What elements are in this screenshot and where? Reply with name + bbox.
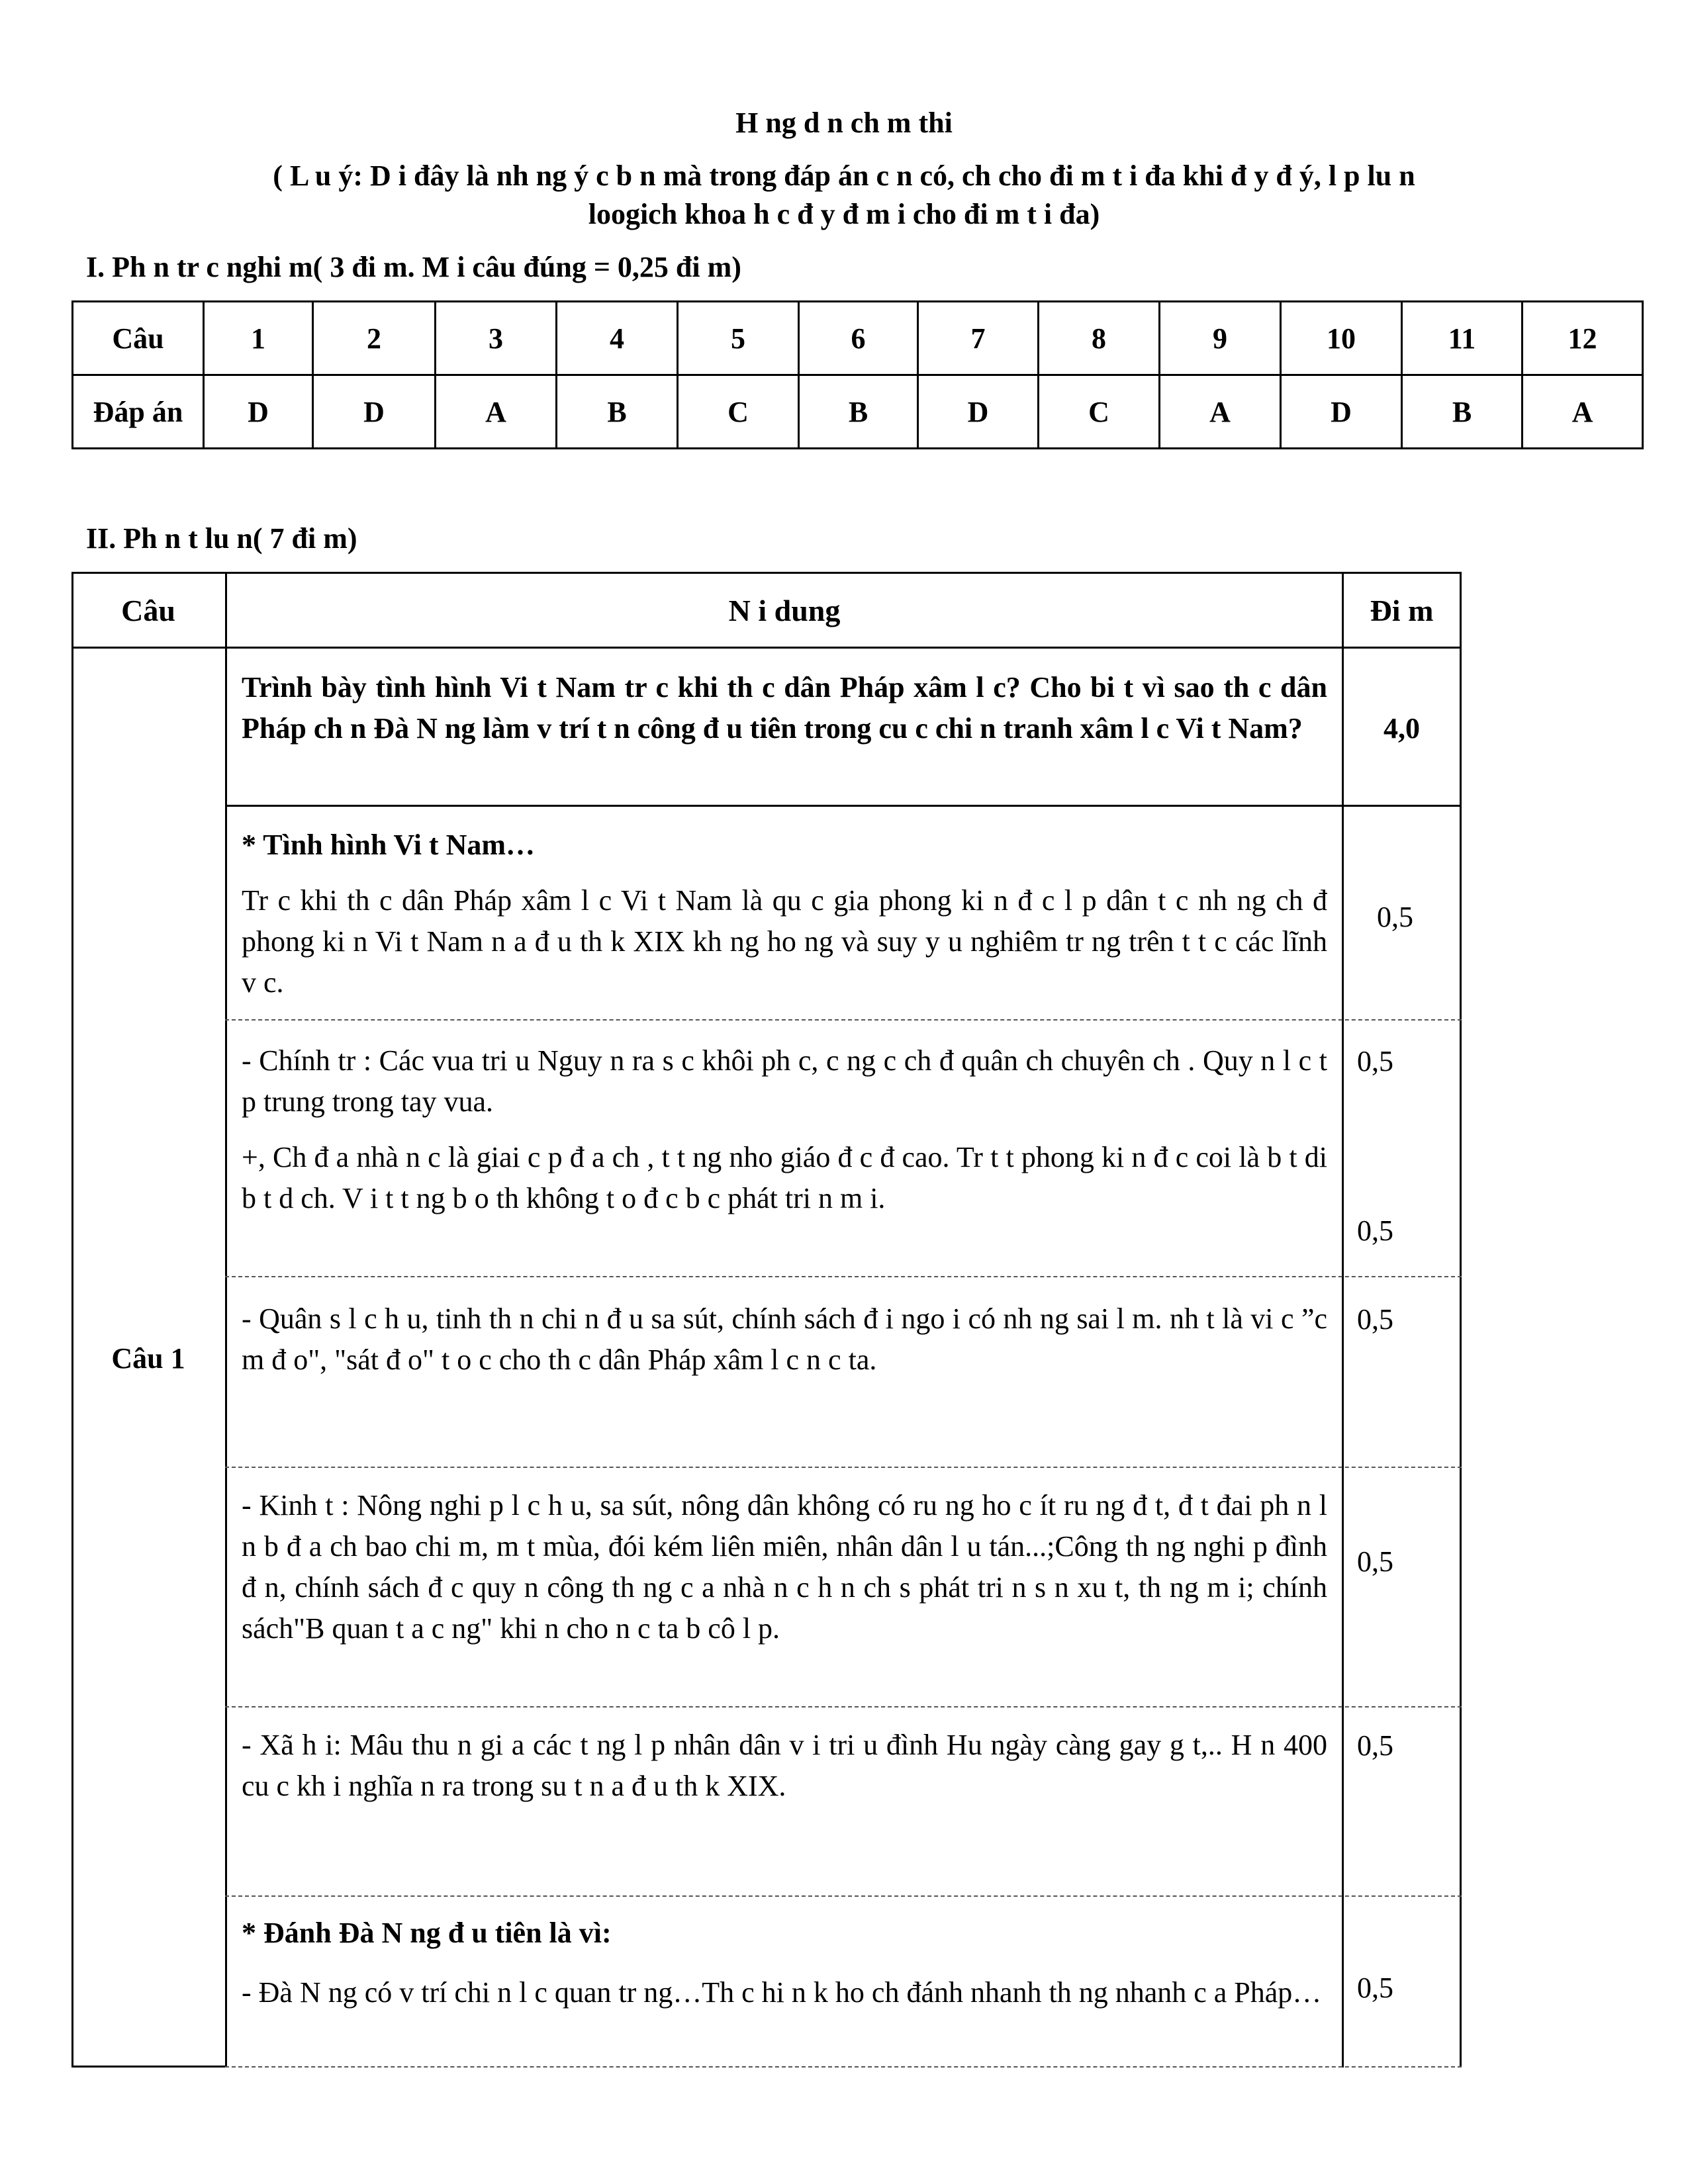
r3-text: - Quân s l c h u, tinh th n chi n đ u sa sút, chính sách đ i ngo i có nh ng sai l m. nh t là vi c ”c m đ o", "sát đ o" t o c cho th c dân Pháp xâm l c n c ta. bbox=[242, 1302, 1327, 1376]
essay-table-dashed-line bbox=[225, 1276, 1462, 1277]
essay-table-dashed-line bbox=[225, 1706, 1462, 1707]
r5-score: 0,5 bbox=[1357, 1729, 1393, 1762]
question-number: 10 bbox=[1281, 302, 1402, 375]
answer-letter: D bbox=[918, 375, 1039, 449]
answer-key-row-answers bbox=[73, 375, 1643, 449]
answer-key-row-questions bbox=[73, 302, 1643, 375]
r6-heading: * Đánh Đà N ng đ u tiên là vì: bbox=[242, 1917, 612, 1949]
question-score: 4,0 bbox=[1383, 712, 1420, 745]
col-header-noi-dung: N i dung bbox=[728, 594, 841, 627]
r4-text: - Kinh t : Nông nghi p l c h u, sa sút, nông dân không có ru ng ho c ít ru ng đ t, đ t đai ph n l n b đ a ch bao chi m, m t mùa, đói kém liên miên, nhân dân l u tán...;Công th ng nghi p đình đ n, chính sách đ c quy n công th ng c a nhà n c h n ch s phát tri n s n xu t, th ng m i; chính sách"B quan t a c ng" khi n cho n c ta b cô l p. bbox=[242, 1489, 1327, 1645]
essay-table-header-line bbox=[71, 647, 1462, 649]
answer-letter: B bbox=[557, 375, 678, 449]
col-header-cau: Câu bbox=[121, 594, 175, 627]
essay-table-dashed-line bbox=[225, 1467, 1462, 1468]
question-label: Câu 1 bbox=[111, 1342, 185, 1375]
answer-letter: D bbox=[204, 375, 313, 449]
essay-table-col-divider bbox=[225, 572, 227, 2068]
question-number: 11 bbox=[1402, 302, 1523, 375]
row-label-question: Câu bbox=[73, 302, 204, 375]
section-1-title: I. Ph n tr c nghi m( 3 đi m. M i câu đúng = 0,25 đi m) bbox=[86, 251, 741, 283]
r2-score-a: 0,5 bbox=[1357, 1045, 1393, 1077]
r1-text: Tr c khi th c dân Pháp xâm l c Vi t Nam là qu c gia phong ki n đ c l p dân t c nh ng ch đ phong ki n Vi t Nam n a đ u th k XIX kh ng ho ng và suy y u nghiêm tr ng trên t t c các lĩnh v c. bbox=[242, 884, 1327, 999]
note-line-1: ( L u ý: D i đây là nh ng ý c b n mà trong đáp án c n có, ch cho đi m t i đa khi đ y đ ý, l p lu n bbox=[273, 159, 1415, 192]
answer-letter: A bbox=[1160, 375, 1281, 449]
question-number: 6 bbox=[799, 302, 918, 375]
answer-letter: A bbox=[436, 375, 557, 449]
answer-key-table bbox=[71, 300, 1644, 449]
r5-text: - Xã h i: Mâu thu n gi a các t ng l p nhân dân v i tri u đình Hu ngày càng gay g t,.. H n 400 cu c kh i nghĩa n ra trong su t n a đ u th k XIX. bbox=[242, 1729, 1327, 1802]
answer-letter: A bbox=[1523, 375, 1643, 449]
question-number: 9 bbox=[1160, 302, 1281, 375]
question-number: 12 bbox=[1523, 302, 1643, 375]
answer-letter: D bbox=[313, 375, 436, 449]
note-line-2: loogich khoa h c đ y đ m i cho đi m t i đa) bbox=[588, 198, 1100, 230]
r2-text-a: - Chính tr : Các vua tri u Nguy n ra s c khôi ph c, c ng c ch đ quân ch chuyên ch . Quy n l c t p trung trong tay vua. bbox=[242, 1044, 1327, 1118]
answer-letter: C bbox=[1039, 375, 1160, 449]
r6-text: - Đà N ng có v trí chi n l c quan tr ng…Th c hi n k ho ch đánh nhanh th ng nhanh c a Pháp… bbox=[242, 1976, 1322, 2009]
r4-score: 0,5 bbox=[1357, 1545, 1393, 1578]
answer-letter: B bbox=[1402, 375, 1523, 449]
page-title: H ng d n ch m thi bbox=[735, 107, 953, 139]
question-number: 7 bbox=[918, 302, 1039, 375]
col-header-diem: Đi m bbox=[1370, 594, 1434, 627]
answer-letter: C bbox=[678, 375, 799, 449]
r1-heading: * Tình hình Vi t Nam… bbox=[242, 829, 536, 861]
question-number: 4 bbox=[557, 302, 678, 375]
r1-score: 0,5 bbox=[1377, 901, 1413, 933]
r2-score-b: 0,5 bbox=[1357, 1214, 1393, 1247]
question-number: 5 bbox=[678, 302, 799, 375]
r6-score: 0,5 bbox=[1357, 1972, 1393, 2004]
essay-table-bottom-line bbox=[71, 2066, 227, 2068]
section-2-title: II. Ph n t lu n( 7 đi m) bbox=[86, 522, 357, 555]
essay-table-dashed-line bbox=[225, 1895, 1462, 1897]
question-text: Trình bày tình hình Vi t Nam tr c khi th c dân Pháp xâm l c? Cho bi t vì sao th c dân Pháp ch n Đà N ng làm v trí t n công đ u tiên trong cu c chi n tranh xâm l c Vi t Nam? bbox=[242, 671, 1327, 745]
r3-score: 0,5 bbox=[1357, 1303, 1393, 1336]
answer-letter: B bbox=[799, 375, 918, 449]
essay-table-dashed-line bbox=[225, 1019, 1462, 1021]
essay-table-row-line bbox=[225, 805, 1462, 807]
question-number: 8 bbox=[1039, 302, 1160, 375]
question-number: 2 bbox=[313, 302, 436, 375]
row-label-answer: Đáp án bbox=[73, 375, 204, 449]
r2-text-b: +, Ch đ a nhà n c là giai c p đ a ch , t t ng nho giáo đ c đ cao. Tr t t phong ki n đ c coi là b t di b t d ch. V i t t ng b o th không t o đ c b c phát tri n m i. bbox=[242, 1141, 1327, 1214]
essay-table-col-divider bbox=[1342, 572, 1344, 2068]
answer-letter: D bbox=[1281, 375, 1402, 449]
question-number: 3 bbox=[436, 302, 557, 375]
question-number: 1 bbox=[204, 302, 313, 375]
essay-table-dashed-line bbox=[225, 2066, 1462, 2068]
